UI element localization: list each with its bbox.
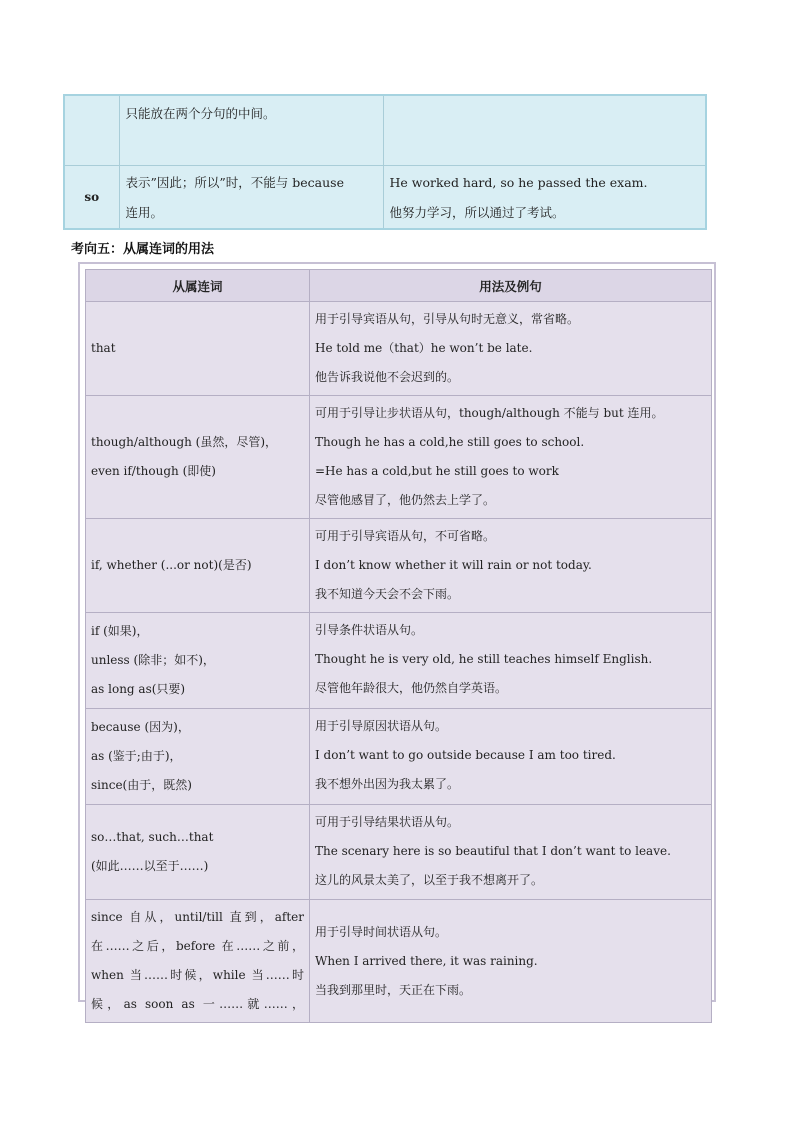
conjunction-cell (86, 396, 310, 519)
usage-line: 他告诉我说他不会迟到的。 (315, 370, 460, 384)
conjunction-line: 候，as soon as 一……就……， (91, 997, 304, 1011)
table-row (64, 165, 706, 229)
usage-cell (310, 613, 712, 709)
column-header-usage: 用法及例句 (310, 270, 712, 302)
conjunction-line: as (鉴于;由于)， (91, 749, 182, 763)
table-row (86, 709, 712, 805)
conjunction-line: since 自从，until/till 直到，after (91, 910, 304, 924)
usage-line: 用于引导宾语从句，引导从句时无意义，常省略。 (315, 312, 580, 326)
usage-line: 尽管他年龄很大，他仍然自学英语。 (315, 681, 508, 695)
column-header-conjunction: 从属连词 (86, 270, 310, 302)
usage-line: 只能放在两个分句的中间。 (125, 106, 276, 121)
usage-line: =He has a cold,but he still goes to work (315, 464, 559, 478)
usage-line: The scenary here is so beautiful that I don’t want to leave. (315, 844, 671, 858)
usage-cell (119, 95, 383, 165)
usage-line: 尽管他感冒了，他仍然去上学了。 (315, 493, 496, 507)
usage-line: 我不知道今天会不会下雨。 (315, 587, 460, 601)
conjunction-line: though/although (虽然，尽管)， (91, 435, 278, 449)
conjunction-line: (如此……以至于……) (91, 859, 209, 873)
usage-line: 可用于引导结果状语从句。 (315, 815, 460, 829)
example-line: 他努力学习，所以通过了考试。 (389, 204, 565, 220)
table-row (86, 900, 712, 1023)
example-cell (383, 165, 706, 229)
usage-cell (310, 396, 712, 519)
table-header-row (86, 270, 712, 302)
usage-line: I don’t know whether it will rain or not today. (315, 558, 592, 572)
usage-line: 用于引导时间状语从句。 (315, 924, 448, 939)
usage-line: 当我到那里时，天正在下雨。 (315, 982, 472, 997)
usage-cell (310, 805, 712, 900)
table-row (86, 613, 712, 709)
usage-cell (310, 519, 712, 613)
usage-cell (119, 165, 383, 229)
conjunction-line: even if/though (即使) (91, 464, 216, 478)
usage-line: 我不想外出因为我太累了。 (315, 777, 460, 791)
conjunction-line: as long as(只要) (91, 682, 186, 696)
continued-coordinating-conjunction-table (63, 94, 707, 230)
conjunction-cell (86, 519, 310, 613)
table-row (86, 519, 712, 613)
conjunction-cell (86, 900, 310, 1023)
subordinating-conjunction-table-frame (78, 262, 716, 1011)
conjunction-line: that (91, 341, 116, 355)
table-row (64, 95, 706, 165)
table-row (86, 396, 712, 519)
conjunction-cell (86, 805, 310, 900)
usage-line: 可用于引导让步状语从句，though/although 不能与 but 连用。 (315, 406, 664, 420)
table-row (86, 302, 712, 396)
section-title: 考向五：从属连词的用法 (71, 242, 215, 257)
conjunction-line: 在……之后，before 在……之前， (91, 939, 304, 953)
usage-cell (310, 900, 712, 1023)
conjunction-line: so…that, such…that (91, 830, 214, 844)
usage-line: 可用于引导宾语从句，不可省略。 (315, 529, 496, 543)
usage-line: 表示”因此；所以”时，不能与 because (125, 174, 344, 190)
example-cell (383, 95, 706, 165)
table-row (86, 805, 712, 900)
usage-line: 这儿的风景太美了，以至于我不想离开了。 (315, 873, 544, 887)
usage-line: I don’t want to go outside because I am too tired. (315, 748, 616, 762)
conjunction-line: if, whether (...or not)(是否) (91, 558, 252, 572)
usage-cell (310, 709, 712, 805)
conjunction-cell: so (64, 165, 119, 229)
conjunction-line: unless (除非；如不)， (91, 653, 215, 667)
usage-line: When I arrived there, it was raining. (315, 953, 538, 968)
conjunction-cell (86, 709, 310, 805)
conjunction-cell (86, 613, 310, 709)
usage-line: 引导条件状语从句。 (315, 623, 424, 637)
conjunction-line: because (因为)， (91, 720, 190, 734)
conjunction-cell (86, 302, 310, 396)
usage-line: Though he has a cold,he still goes to school. (315, 435, 585, 449)
usage-line: 用于引导原因状语从句。 (315, 719, 448, 733)
conjunction-line: when 当……时候，while 当……时 (91, 968, 304, 982)
usage-cell (310, 302, 712, 396)
conjunction-cell (64, 95, 119, 165)
subordinating-conjunction-table (85, 269, 712, 1023)
usage-line: Thought he is very old, he still teaches himself English. (315, 652, 653, 666)
conjunction-line: if (如果)， (91, 624, 149, 638)
usage-line: He told me（that）he won’t be late. (315, 341, 533, 355)
example-line: He worked hard, so he passed the exam. (389, 174, 648, 190)
conjunction-line: since(由于，既然) (91, 778, 192, 792)
usage-line: 连用。 (125, 204, 164, 220)
